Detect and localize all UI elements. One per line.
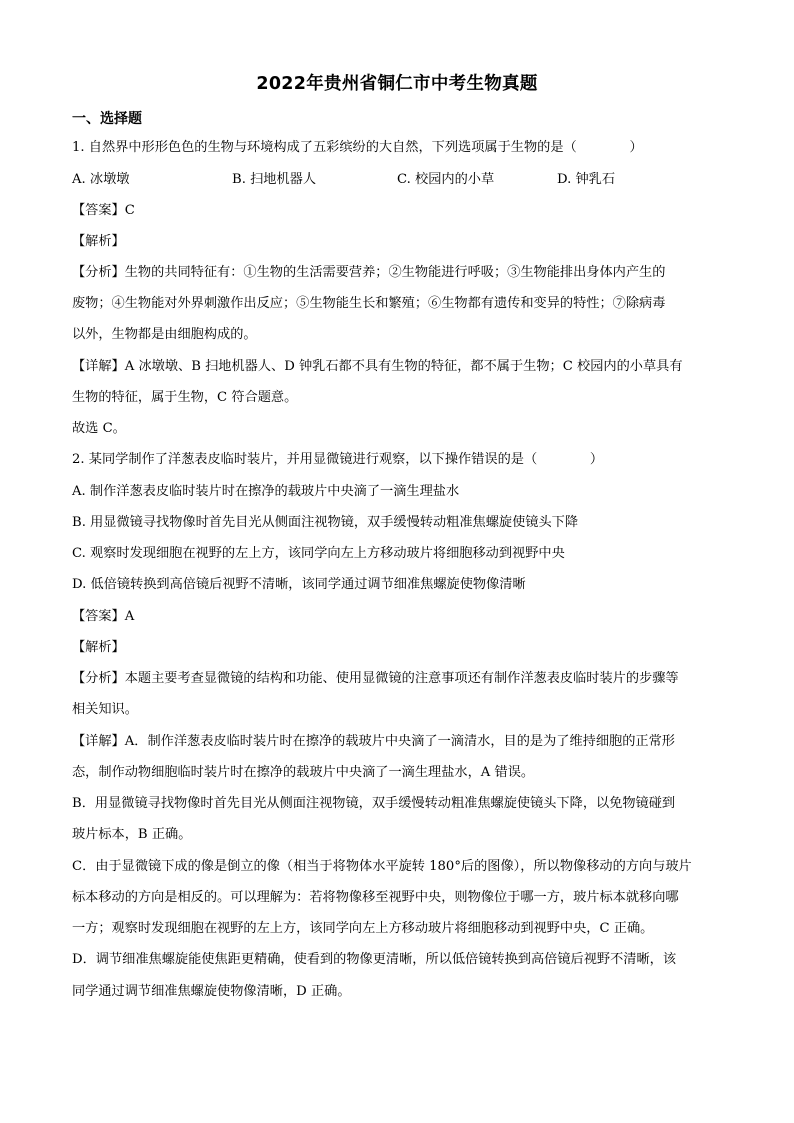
q1-analysis-label: 【解析】 [72,234,125,249]
q2-analysis-label: 【解析】 [72,640,125,655]
q2-option-d: D. 低倍镜转换到高倍镜后视野不清晰，该同学通过调节细准焦螺旋使物像清晰 [72,577,526,592]
q1-option-b: B. 扫地机器人 [232,172,317,187]
q1-option-d: D. 钟乳石 [557,172,616,187]
q2-detail-line: 玻片标本，B 正确。 [72,827,192,842]
q2-detail-line: 态，制作动物细胞临时装片时在擦净的载玻片中央滴了一滴生理盐水，A 错误。 [72,765,535,780]
q1-detail-line: 生物的特征，属于生物，C 符合题意。 [72,390,298,405]
q2-option-c: C. 观察时发现细胞在视野的左上方，该同学向左上方移动玻片将细胞移动到视野中央 [72,546,565,561]
q1-conclusion: 故选 C。 [72,421,126,436]
question-1-stem: 1. 自然界中形形色色的生物与环境构成了五彩缤纷的大自然，下列选项属于生物的是（ ） [72,140,643,155]
section-heading: 一、选择题 [72,111,142,127]
question-2-stem: 2. 某同学制作了洋葱表皮临时装片，并用显微镜进行观察，以下操作错误的是（ ） [72,452,604,467]
q1-option-a: A. 冰墩墩 [72,172,130,187]
q2-fenxi-line: 【分析】本题主要考查显微镜的结构和功能、使用显微镜的注意事项还有制作洋葱表皮临时装片的步骤等 [72,671,679,686]
q2-option-a: A. 制作洋葱表皮临时装片时在擦净的载玻片中央滴了一滴生理盐水 [72,484,460,499]
q2-fenxi-line: 相关知识。 [72,702,138,717]
q2-detail-line: 标本移动的方向是相反的。可以理解为：若将物像移至视野中央，则物像位于哪一方，玻片标本就移向哪 [72,890,679,905]
q2-detail-line: C．由于显微镜下成的像是倒立的像（相当于将物体水平旋转 180°后的图像），所以物像移动的方向与玻片 [72,859,692,874]
q1-detail-line: 【详解】A 冰墩墩、B 扫地机器人、D 钟乳石都不具有生物的特征，都不属于生物；C 校园内的小草具有 [72,359,683,374]
q1-fenxi-line: 【分析】生物的共同特征有：①生物的生活需要营养；②生物能进行呼吸；③生物能排出身体内产生的 [72,265,666,280]
q2-detail-line: D．调节细准焦螺旋能使焦距更精确，使看到的物像更清晰，所以低倍镜转换到高倍镜后视野不清晰，该 [72,952,677,967]
q1-answer: 【答案】C [72,203,135,218]
q2-detail-line: B．用显微镜寻找物像时首先目光从侧面注视物镜，双手缓慢转动粗准焦螺旋使镜头下降，以免物镜碰到 [72,796,676,811]
q2-detail-line: 【详解】A．制作洋葱表皮临时装片时在擦净的载玻片中央滴了一滴清水，目的是为了维持细胞的正常形 [72,734,675,749]
q2-option-b: B. 用显微镜寻找物像时首先目光从侧面注视物镜，双手缓慢转动粗准焦螺旋使镜头下降 [72,515,579,530]
q2-detail-line: 一方；观察时发现细胞在视野的左上方，该同学向左上方移动玻片将细胞移动到视野中央，C 正确。 [72,921,654,936]
q2-detail-line: 同学通过调节细准焦螺旋使物像清晰，D 正确。 [72,984,351,999]
q1-fenxi-line: 废物；④生物能对外界刺激作出反应；⑤生物能生长和繁殖；⑥生物都有遗传和变异的特性；⑦除病毒 [72,296,666,311]
page-title: 2022年贵州省铜仁市中考生物真题 [256,74,538,94]
q1-fenxi-line: 以外，生物都是由细胞构成的。 [72,327,257,342]
q2-answer: 【答案】A [72,609,135,624]
q1-option-c: C. 校园内的小草 [397,172,495,187]
